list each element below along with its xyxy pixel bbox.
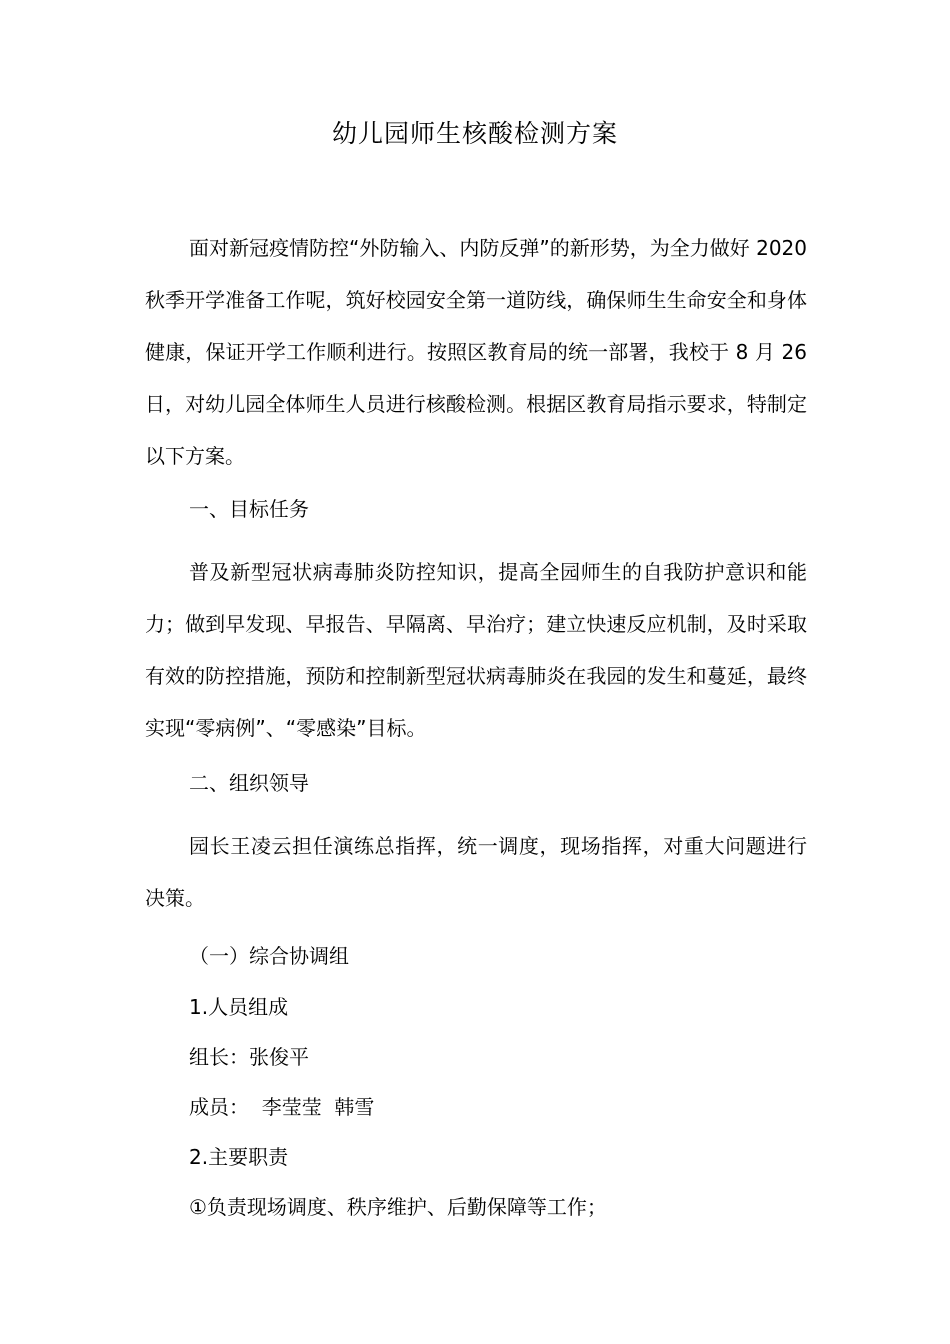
group-heading-coordination: （一）综合协调组 bbox=[189, 944, 349, 968]
goals-paragraph: 普及新型冠状病毒肺炎防控知识，提高全园师生的自我防护意识和能力；做到早发现、早报告、早隔离、早治疗；建立快速反应机制，及时采取有效的防控措施，预防和控制新型冠状病毒肺炎在我园的发生和蔓延，最终实现“零病例”、“零感染”目标。 bbox=[145, 560, 807, 740]
intro-paragraph: 面对新冠疫情防控“外防输入、内防反弹”的新形势，为全力做好 2020 秋季开学准备工作呢，筑好校园安全第一道防线，确保师生生命安全和身体健康，保证开学工作顺利进行。按照区教育局的统一部署，我校于 8 月 26 日，对幼儿园全体师生人员进行核酸检测。根据区教育局指示要求，特制定以下方案。 bbox=[145, 236, 807, 468]
organization-paragraph: 园长王凌云担任演练总指挥，统一调度，现场指挥，对重大问题进行决策。 bbox=[145, 834, 807, 910]
document-title: 幼儿园师生核酸检测方案 bbox=[331, 119, 618, 148]
main-duties-heading: 2.主要职责 bbox=[189, 1145, 289, 1169]
group-members-line: 成员： 李莹莹 韩雪 bbox=[189, 1095, 375, 1119]
staff-composition-heading: 1.人员组成 bbox=[189, 995, 289, 1019]
duty-item-1: ①负责现场调度、秩序维护、后勤保障等工作； bbox=[189, 1195, 607, 1219]
section-heading-goals: 一、目标任务 bbox=[189, 497, 309, 521]
section-heading-organization: 二、组织领导 bbox=[189, 771, 309, 795]
group-leader-line: 组长：张俊平 bbox=[189, 1045, 309, 1069]
